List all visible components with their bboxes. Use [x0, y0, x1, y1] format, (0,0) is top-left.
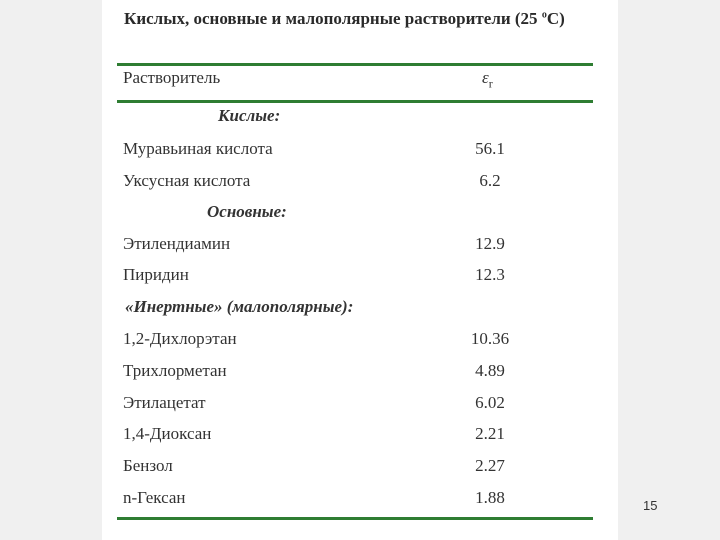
- title-text: Кислых, основные и малополярные растворители (25: [124, 9, 542, 28]
- epsilon-subscript: r: [488, 76, 493, 91]
- solvent-name: Пиридин: [123, 265, 189, 284]
- page-number: 15: [643, 498, 658, 513]
- column-header-solvent: Растворитель: [123, 68, 221, 87]
- solvent-name: 1,2-Дихлорэтан: [123, 329, 237, 348]
- table-row: [102, 171, 618, 195]
- epsilon-value: 6.02: [475, 393, 505, 412]
- document-page: [102, 0, 618, 540]
- table-top-rule: [117, 63, 593, 66]
- document-title: [124, 9, 565, 29]
- epsilon-value: 56.1: [475, 139, 505, 158]
- table-row: [102, 456, 618, 480]
- epsilon-value: 12.9: [475, 234, 505, 253]
- table-row: [102, 234, 618, 258]
- epsilon-value: 2.27: [475, 456, 505, 475]
- table-row: [102, 265, 618, 289]
- epsilon-value: 4.89: [475, 361, 505, 380]
- header-bottom-rule: [117, 100, 593, 103]
- table-row: [102, 424, 618, 448]
- table-row: [102, 393, 618, 417]
- epsilon-value: 2.21: [475, 424, 505, 443]
- title-unit: C): [546, 9, 565, 28]
- table-row: [102, 488, 618, 512]
- epsilon-value: 1.88: [475, 488, 505, 507]
- title-degree: o: [541, 9, 547, 21]
- solvent-name: 1,4-Диоксан: [123, 424, 212, 443]
- solvent-name: Этилендиамин: [123, 234, 231, 253]
- table-row: [102, 329, 618, 353]
- epsilon-value: 10.36: [470, 329, 510, 348]
- table-bottom-rule: [117, 517, 593, 520]
- solvent-name: Трихлорметан: [123, 361, 227, 380]
- category-basic: Основные:: [207, 202, 287, 221]
- solvent-name: n-Гексан: [123, 488, 186, 507]
- solvent-name: Уксусная кислота: [123, 171, 251, 190]
- epsilon-value: 6.2: [479, 171, 501, 190]
- solvent-name: Муравьиная кислота: [123, 139, 273, 158]
- column-header-epsilon: [482, 68, 493, 91]
- category-inert: «Инертные» (малополярные):: [125, 297, 354, 316]
- category-acidic: Кислые:: [218, 106, 281, 125]
- table-row: [102, 139, 618, 163]
- solvent-name: Бензол: [123, 456, 173, 475]
- table-row: [102, 361, 618, 385]
- solvent-name: Этилацетат: [123, 393, 206, 412]
- epsilon-value: 12.3: [475, 265, 505, 284]
- epsilon-symbol: ε: [482, 68, 489, 87]
